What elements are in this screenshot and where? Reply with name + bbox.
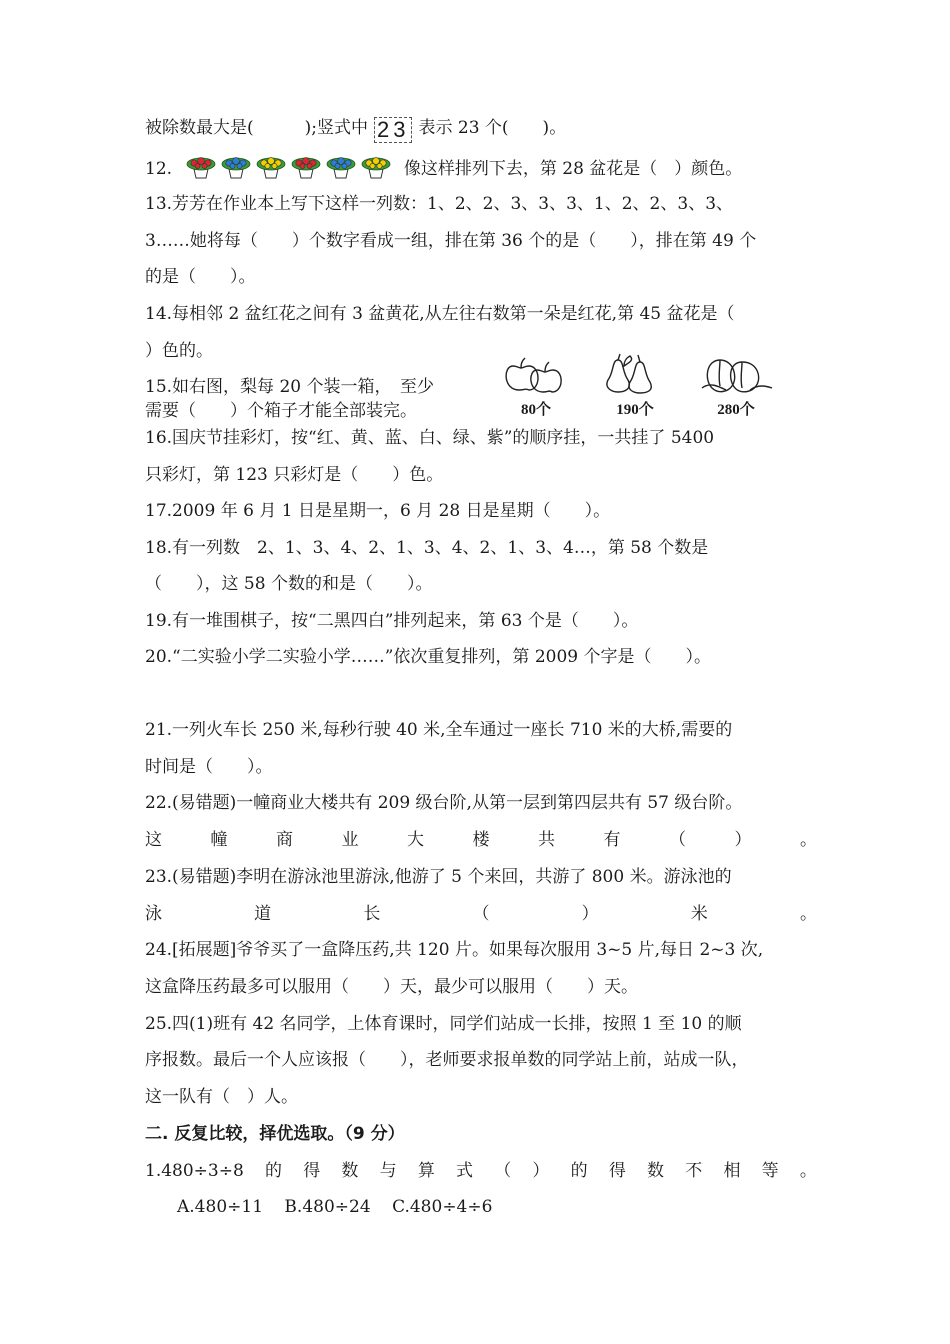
s2q1-segment: 得 [303,1161,321,1181]
q22-segment: 业 [341,830,359,850]
q23-segment: （ [472,904,490,924]
s2q1-segment: 数 [341,1161,359,1181]
q16-line-1: 16.国庆节挂彩灯，按“红、黄、蓝、白、绿、紫”的顺序挂，一共挂了 5400 [145,428,715,448]
q22-segment: 商 [276,830,293,850]
q12-number: 12. [145,159,173,179]
section-2-question-1 [145,1160,817,1182]
flower-pot-blue-icon [220,155,252,179]
q25-line-2: 序报数。最后一个人应该报（ ），老师要求报单数的同学站上前，站成一队， [145,1050,749,1070]
q18-line-2: （ ），这 58 个数的和是（ ）。 [145,574,433,594]
q25-line-3: 这一队有（ ）人。 [145,1087,298,1107]
pear-figure [595,352,675,419]
s2q1-segment: 等 [761,1161,779,1181]
pear-count: 190个 [616,402,654,418]
s2q1-segment: 的 [265,1161,282,1181]
q17-line: 17.2009 年 6 月 1 日是星期一，6 月 28 日是星期（ ）。 [145,501,611,521]
q11-line [145,117,566,143]
q11-text-b: 表示 23 个( )。 [418,118,567,138]
q20-line: 20.“二实验小学二实验小学……”依次重复排列，第 2009 个字是（ ）。 [145,647,711,667]
apple-count: 80个 [520,402,551,418]
q22-segment: 。 [800,830,817,850]
option-a: A.480÷11 [177,1197,264,1217]
q23-line-2 [145,903,817,925]
q14-line-2: ）色的。 [145,341,213,361]
s2q1-segment: （ [494,1161,512,1181]
q22-segment: 楼 [472,830,490,850]
q23-segment: 长 [363,904,381,924]
s2q1-segment: 数 [647,1161,665,1181]
q23-segment: 。 [799,904,817,924]
q21-line-1: 21.一列火车长 250 米,每秒行驶 40 米,全车通过一座长 710 米的大桥,需要的 [145,720,733,740]
q13-line-2: 3……她将每（ ）个数字看成一组，排在第 36 个的是（ ），排在第 49 个 [145,231,757,251]
s2q1-segment: 相 [723,1161,741,1181]
q22-segment: 共 [538,830,555,850]
flower-pot-sequence [185,155,392,179]
s2q1-segment: 算 [417,1161,435,1181]
s2q1-segment: ） [532,1161,550,1181]
q23-segment: ） [581,904,599,924]
q15-line-2: 需要（ ）个箱子才能全部装完。 [145,401,417,421]
q14-line-1: 14.每相邻 2 盆红花之间有 3 盆黄花,从左往右数第一朵是红花,第 45 盆花是（ [145,304,735,324]
s2q1-segment: 的 [570,1161,588,1181]
q22-segment: 这 [145,830,162,850]
q13-line-3: 的是（ ）。 [145,267,256,287]
pear-icon [600,352,670,394]
peach-count: 280个 [717,402,755,418]
q16-line-2: 只彩灯，第 123 只彩灯是（ ）色。 [145,465,444,485]
flower-pot-yellow-icon [360,155,392,179]
q13-line-1: 13.芳芳在作业本上写下这样一列数：1、2、2、3、3、3、1、2、2、3、3、 [145,194,734,214]
flower-pot-red-icon [290,155,322,179]
s2q1-segment: 与 [379,1161,397,1181]
q23-segment: 米 [690,904,708,924]
q24-line-2: 这盒降压药最多可以服用（ ）天，最少可以服用（ ）天。 [145,977,638,997]
peach-icon [698,352,774,394]
s2q1-segment: 式 [456,1161,474,1181]
q21-line-2: 时间是（ ）。 [145,757,273,777]
q24-line-1: 24.[拓展题]爷爷买了一盒降压药,共 120 片。如果每次服用 3~5 片,每日 2~3 次, [145,940,764,960]
section-2-question-1-options [177,1196,508,1218]
q22-segment: ） [734,830,752,850]
q23-segment: 道 [254,904,272,924]
q22-segment: 幢 [210,830,228,850]
peach-figure [696,352,776,419]
q25-line-1: 25.四(1)班有 42 名同学，上体育课时，同学们站成一长排，按照 1 至 10 的顺 [145,1014,742,1034]
q18-line-1: 18.有一列数 2、1、3、4、2、1、3、4、2、1、3、4…，第 58 个数是 [145,538,709,558]
flower-pot-blue-icon [325,155,357,179]
apple-icon [501,352,571,394]
flower-pot-red-icon [185,155,217,179]
q11-text-a: 被除数最大是( );竖式中 [145,118,368,138]
apple-figure [496,352,576,419]
s2q1-segment: 。 [799,1161,817,1181]
option-b: B.480÷24 [284,1197,371,1217]
q22-line-2 [145,829,817,851]
s2q1-segment: 1.480÷3÷8 [145,1161,244,1181]
q12-line [145,155,742,180]
q23-line-1: 23.(易错题)李明在游泳池里游泳,他游了 5 个来回，共游了 800 米。游泳池的 [145,867,732,887]
s2q1-segment: 得 [608,1161,626,1181]
vertical-form-box: 23 [374,117,412,143]
q22-line-1: 22.(易错题)一幢商业大楼共有 209 级台阶,从第一层到第四层共有 57 级台阶。 [145,793,743,813]
q23-segment: 泳 [145,904,162,924]
q15-line-1: 15.如右图，梨每 20 个装一箱， 至少 [145,377,434,397]
flower-pot-yellow-icon [255,155,287,179]
q22-segment: 有 [603,830,621,850]
q22-segment: （ [669,830,686,850]
section-2-heading: 二. 反复比较，择优选取。（9 分） [145,1124,405,1144]
s2q1-segment: 不 [685,1161,703,1181]
option-c: C.480÷4÷6 [392,1197,493,1217]
q12-text: 像这样排列下去，第 28 盆花是（ ）颜色。 [403,159,743,179]
q22-segment: 大 [407,830,424,850]
q19-line: 19.有一堆围棋子，按“二黑四白”排列起来，第 63 个是（ ）。 [145,611,639,631]
